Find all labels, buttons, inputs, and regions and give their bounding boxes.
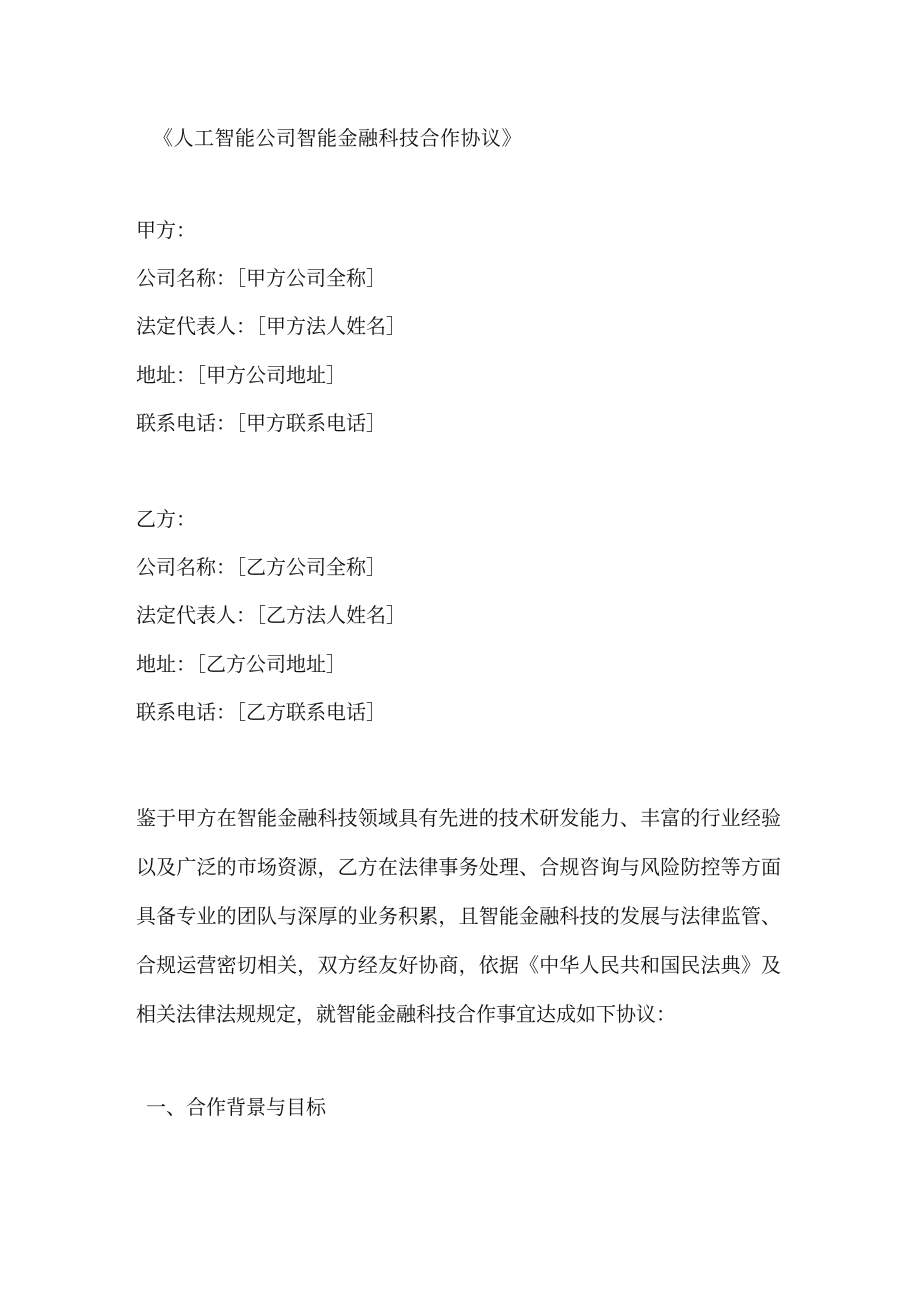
preamble-line: 合规运营密切相关，双方经友好协商，依据《中华人民共和国民法典》及 [136, 953, 781, 977]
party-b-phone: 联系电话：［乙方联系电话］ [136, 700, 386, 724]
preamble-line: 以及广泛的市场资源，乙方在法律事务处理、合规咨询与风险防控等方面 [136, 855, 781, 879]
preamble-line: 鉴于甲方在智能金融科技领域具有先进的技术研发能力、丰富的行业经验 [136, 806, 781, 830]
party-a-company: 公司名称：［甲方公司全称］ [136, 266, 386, 290]
party-a-label: 甲方： [136, 218, 196, 242]
party-a-phone: 联系电话：［甲方联系电话］ [136, 411, 386, 435]
party-a-representative: 法定代表人：［甲方法人姓名］ [136, 314, 406, 338]
preamble-paragraph [136, 794, 781, 1039]
preamble-line: 具备专业的团队与深厚的业务积累，且智能金融科技的发展与法律监管、 [136, 904, 781, 928]
party-b-label: 乙方： [136, 507, 196, 531]
preamble-line: 相关法律法规规定，就智能金融科技合作事宜达成如下协议： [136, 1002, 676, 1026]
party-b-representative: 法定代表人：［乙方法人姓名］ [136, 603, 406, 627]
document-title: 《人工智能公司智能金融科技合作协议》 [153, 126, 522, 150]
party-b-address: 地址：［乙方公司地址］ [136, 652, 346, 676]
party-b-company: 公司名称：［乙方公司全称］ [136, 555, 386, 579]
party-a-address: 地址：［甲方公司地址］ [136, 363, 346, 387]
section-heading: 一、合作背景与目标 [146, 1095, 326, 1119]
